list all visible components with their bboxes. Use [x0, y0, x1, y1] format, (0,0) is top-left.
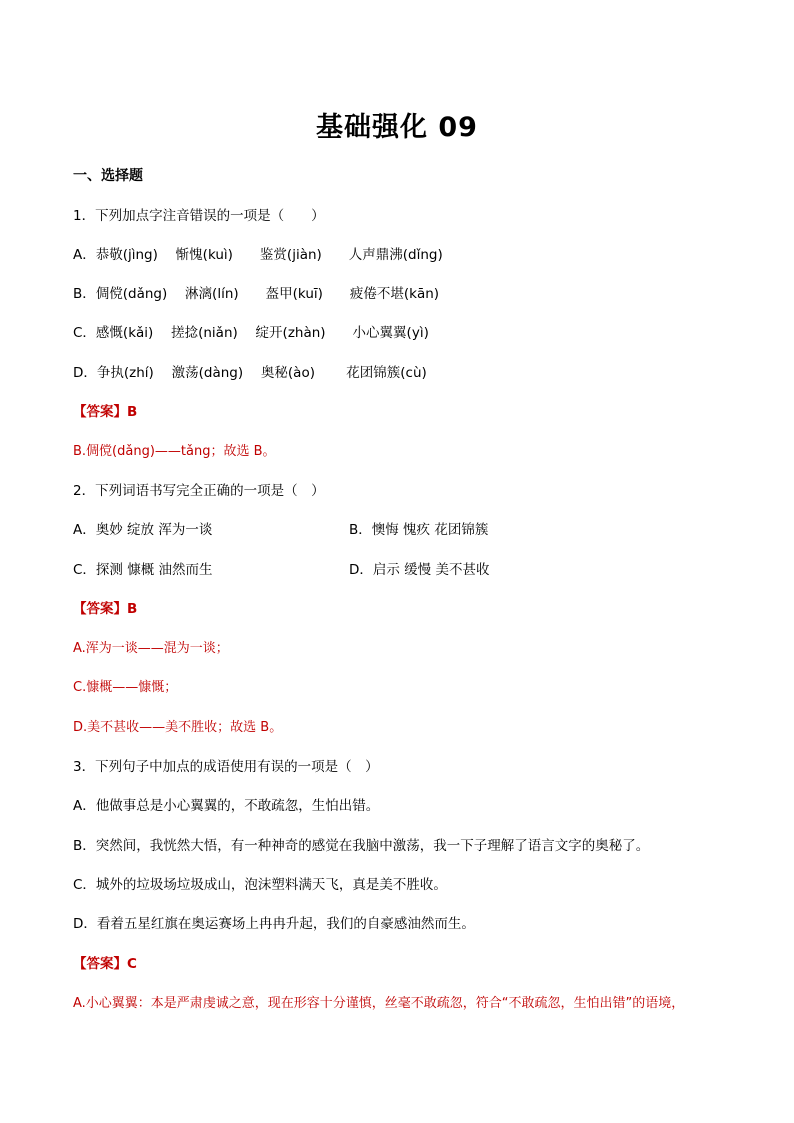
q1-stem: 1．下列加点字注音错误的一项是（ ）: [73, 208, 325, 224]
q2-options-row1: [73, 520, 713, 540]
q3-explanation-a: A.小心翼翼：本是严肃虔诚之意，现在形容十分谨慎，丝毫不敢疏忽，符合“不敢疏忽，生怕出错”的语境，: [73, 996, 685, 1011]
section-heading: 一、选择题: [73, 168, 143, 184]
q2-explanation-c: C.慷概——慷慨；: [73, 680, 178, 695]
q2-options-row2: [73, 560, 713, 580]
q2-option-d: D．启示 缓慢 美不甚收: [349, 562, 490, 578]
q2-stem: 2．下列词语书写完全正确的一项是（ ）: [73, 483, 325, 499]
q1-option-b: B．倜傥(dǎng) 淋漓(lín) 盔甲(kuī) 疲倦不堪(kān): [73, 286, 440, 302]
q3-option-d: D．看着五星红旗在奥运赛场上冉冉升起，我们的自豪感油然而生。: [73, 916, 475, 932]
q2-explanation-a: A.浑为一谈——混为一谈；: [73, 641, 229, 656]
q1-answer: 【答案】B: [73, 404, 138, 420]
q2-option-a: A．奥妙 绽放 浑为一谈: [73, 522, 213, 538]
q2-answer: 【答案】B: [73, 601, 138, 617]
q1-explanation: B.倜傥(dǎng)——tǎng；故选 B。: [73, 444, 276, 459]
q2-option-b: B．懊悔 愧疚 花团锦簇: [349, 522, 489, 538]
q2-explanation-d: D.美不甚收——美不胜收；故选 B。: [73, 720, 283, 735]
q3-option-b: B．突然间，我恍然大悟，有一种神奇的感觉在我脑中激荡，我一下子理解了语言文字的奥秘了。: [73, 838, 650, 854]
q2-option-c: C．探测 慷概 油然而生: [73, 562, 213, 578]
q1-option-d: D．争执(zhí) 激荡(dàng) 奥秘(ào) 花团锦簇(cù): [73, 365, 427, 381]
q3-answer: 【答案】C: [73, 956, 137, 972]
q3-option-a: A．他做事总是小心翼翼的，不敢疏忽，生怕出错。: [73, 798, 380, 814]
q1-option-a: A．恭敬(jìng) 惭愧(kuì) 鉴赏(jiàn) 人声鼎沸(dǐng): [73, 247, 443, 263]
q3-option-c: C．城外的垃圾场垃圾成山，泡沫塑料满天飞，真是美不胜收。: [73, 877, 447, 893]
q1-option-c: C．感慨(kǎi) 搓捻(niǎn) 绽开(zhàn) 小心翼翼(yì): [73, 325, 429, 341]
page-title: 基础强化 09: [316, 112, 478, 143]
q3-stem: 3．下列句子中加点的成语使用有误的一项是（ ）: [73, 759, 379, 775]
